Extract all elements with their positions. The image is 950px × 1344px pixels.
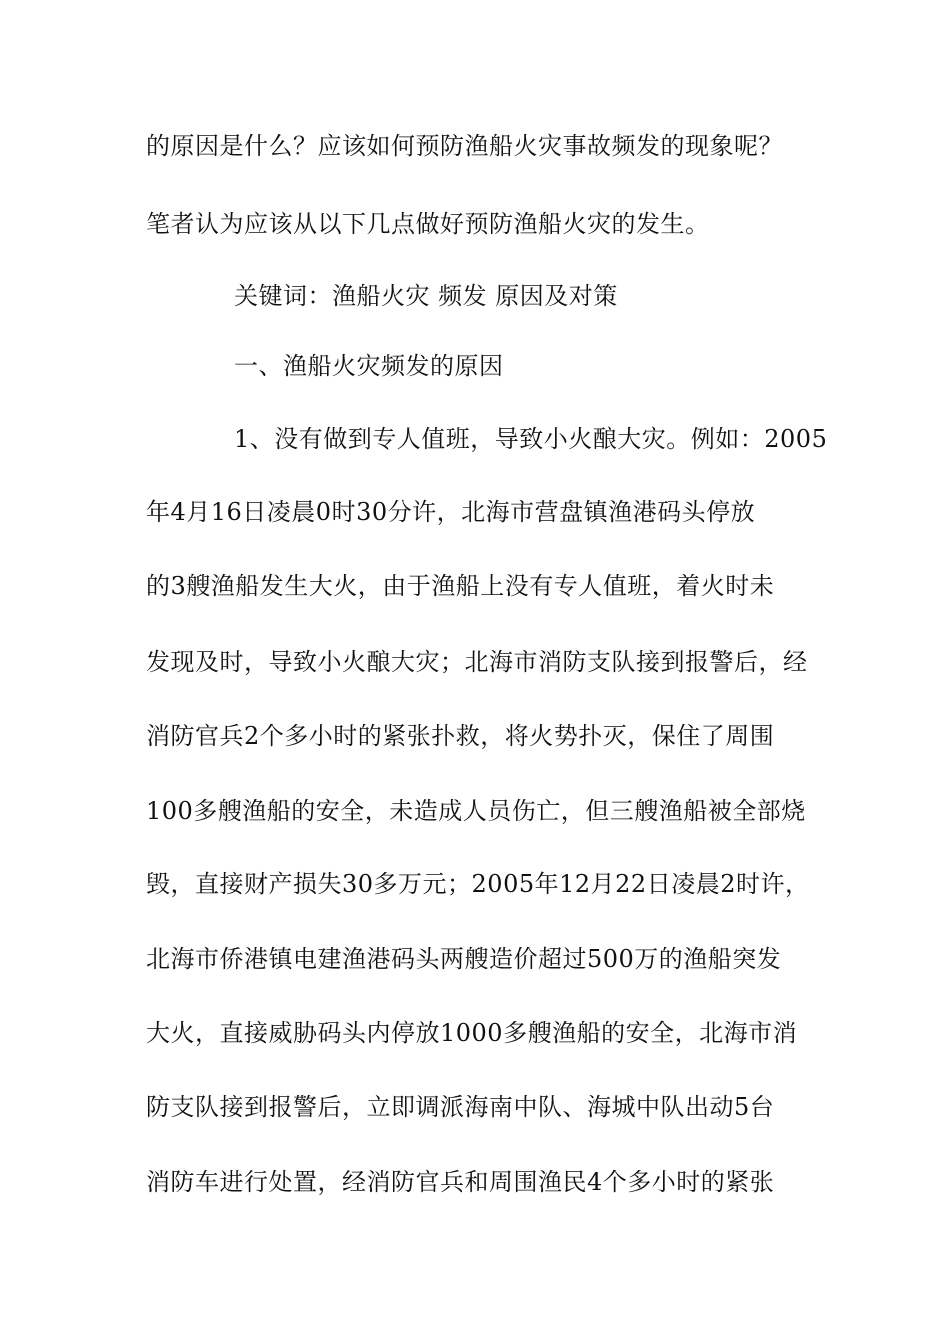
text-line-5: 1、没有做到专人值班，导致小火酿大灾。例如：2005 [234,425,828,453]
section-heading: 一、渔船火灾频发的原因 [234,352,504,380]
text-line-9: 消防官兵2个多小时的紧张扑救，将火势扑灭，保住了周围 [146,722,775,750]
text-line-6: 年4月16日凌晨0时30分许，北海市营盘镇渔港码头停放 [146,498,756,526]
text-line-10: 100多艘渔船的安全，未造成人员伤亡，但三艘渔船被全部烧 [146,797,806,825]
text-line-12: 北海市侨港镇电建渔港码头两艘造价超过500万的渔船突发 [146,945,782,973]
keywords-line: 关键词：渔船火灾 频发 原因及对策 [234,282,618,310]
text-line-1: 的原因是什么？应该如何预防渔船火灾事故频发的现象呢？ [146,132,783,160]
text-line-11: 毁，直接财产损失30多万元；2005年12月22日凌晨2时许， [146,870,810,898]
text-line-2: 笔者认为应该从以下几点做好预防渔船火灾的发生。 [146,210,710,238]
text-line-15: 消防车进行处置，经消防官兵和周围渔民4个多小时的紧张 [146,1168,775,1196]
text-line-8: 发现及时，导致小火酿大灾；北海市消防支队接到报警后，经 [146,648,808,676]
text-line-14: 防支队接到报警后，立即调派海南中队、海城中队出动5台 [146,1093,775,1121]
text-line-7: 的3艘渔船发生大火，由于渔船上没有专人值班，着火时未 [146,572,775,600]
text-line-13: 大火，直接威胁码头内停放1000多艘渔船的安全，北海市消 [146,1019,798,1047]
